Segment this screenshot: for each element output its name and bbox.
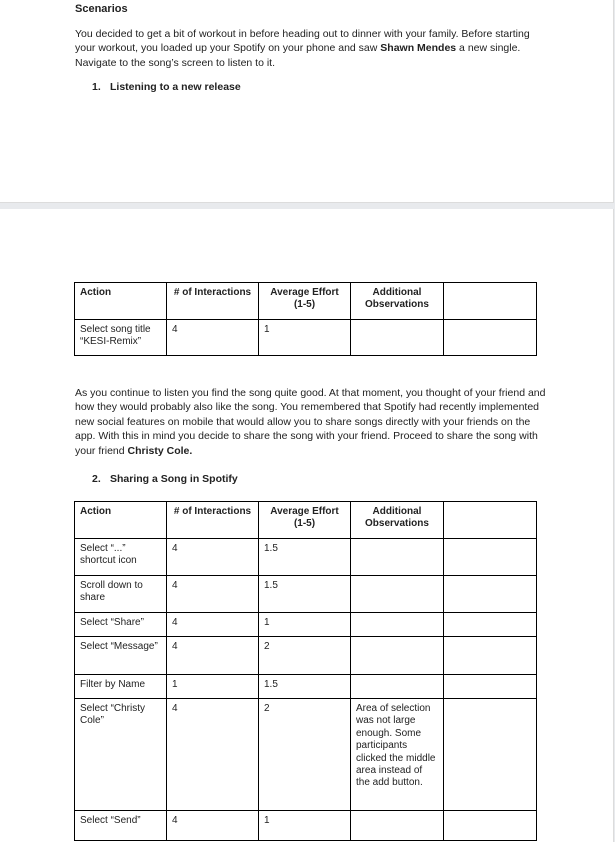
cell-extra [444, 675, 537, 699]
cell-action: Select “Christy Cole” [75, 699, 167, 811]
cell-effort: 1 [259, 320, 351, 356]
header-extra [444, 502, 537, 539]
table-row [75, 811, 537, 841]
cell-action: Filter by Name [75, 675, 167, 699]
cell-action: Select “Share” [75, 613, 167, 637]
cell-observations [351, 320, 444, 356]
cell-effort: 1.5 [259, 576, 351, 613]
header-extra [444, 283, 537, 320]
header-action: Action [75, 283, 167, 320]
cell-observations [351, 576, 444, 613]
table-header-row [75, 502, 537, 539]
task-2-number: 2. [92, 473, 101, 485]
cell-effort: 2 [259, 637, 351, 675]
cell-interactions: 4 [167, 699, 259, 811]
intro-text-start: You decided to get a bit of workout in before heading out to dinner with your family. Before starting your workout, you loaded up your Spotify on your phone and saw [75, 28, 530, 55]
task-1-title: Listening to a new release [110, 81, 241, 93]
header-effort: Average Effort (1-5) [259, 283, 351, 320]
intro-paragraph [75, 27, 545, 70]
intro-text-end: a new single. Navigate to the song’s screen to listen to it. [75, 42, 521, 69]
task-2-table [74, 501, 537, 841]
cell-action: Select song title “KESI-Remix” [75, 320, 167, 356]
cell-effort: 2 [259, 699, 351, 811]
friend-name: Christy Cole. [127, 444, 193, 457]
table-row [75, 675, 537, 699]
task-1-table [74, 282, 537, 356]
cell-action: Scroll down to share [75, 576, 167, 613]
header-observations: Additional Observations [351, 283, 444, 320]
cell-extra [444, 637, 537, 675]
table-row [75, 576, 537, 613]
cell-interactions: 4 [167, 576, 259, 613]
artist-name: Shawn Mendes [380, 42, 457, 55]
cell-observations: Area of selection was not large enough. Some participants clicked the middle area instead of the add button. [351, 699, 444, 811]
share-paragraph [75, 386, 547, 458]
cell-extra [444, 539, 537, 576]
cell-action: Select “Send” [75, 811, 167, 841]
header-interactions: # of Interactions [167, 502, 259, 539]
cell-effort: 1.5 [259, 675, 351, 699]
cell-interactions: 4 [167, 811, 259, 841]
cell-interactions: 4 [167, 637, 259, 675]
cell-effort: 1.5 [259, 539, 351, 576]
share-text: As you continue to listen you find the song quite good. At that moment, you thought of your friend and how they would probably also like the song. You remembered that Spotify had recently implemented new social features on mobile that would allow you to share songs directly with your friends on the app. With this in mind you decide to share the song with your friend. Proceed to share the song with your friend [75, 387, 546, 457]
table-row [75, 637, 537, 675]
table-row [75, 613, 537, 637]
task-1-number: 1. [92, 81, 101, 93]
document-page-2 [0, 209, 614, 842]
cell-observations [351, 613, 444, 637]
cell-interactions: 4 [167, 539, 259, 576]
cell-observations [351, 675, 444, 699]
cell-observations [351, 539, 444, 576]
cell-effort: 1 [259, 811, 351, 841]
cell-extra [444, 576, 537, 613]
cell-action: Select “Message” [75, 637, 167, 675]
task-2-title: Sharing a Song in Spotify [110, 473, 238, 485]
cell-observations [351, 637, 444, 675]
cell-interactions: 1 [167, 675, 259, 699]
table-row [75, 320, 537, 356]
cell-interactions: 4 [167, 613, 259, 637]
header-interactions: # of Interactions [167, 283, 259, 320]
cell-observations [351, 811, 444, 841]
cell-extra [444, 613, 537, 637]
table-row [75, 539, 537, 576]
cell-interactions: 4 [167, 320, 259, 356]
table-header-row [75, 283, 537, 320]
header-effort: Average Effort (1-5) [259, 502, 351, 539]
header-action: Action [75, 502, 167, 539]
cell-effort: 1 [259, 613, 351, 637]
scenarios-heading: Scenarios [75, 3, 128, 15]
cell-extra [444, 811, 537, 841]
document-page-1 [0, 0, 614, 203]
table-row [75, 699, 537, 811]
task-2-heading [92, 473, 238, 485]
cell-extra [444, 320, 537, 356]
cell-extra [444, 699, 537, 811]
cell-action: Select “...” shortcut icon [75, 539, 167, 576]
task-1-heading [92, 81, 241, 93]
header-observations: Additional Observations [351, 502, 444, 539]
